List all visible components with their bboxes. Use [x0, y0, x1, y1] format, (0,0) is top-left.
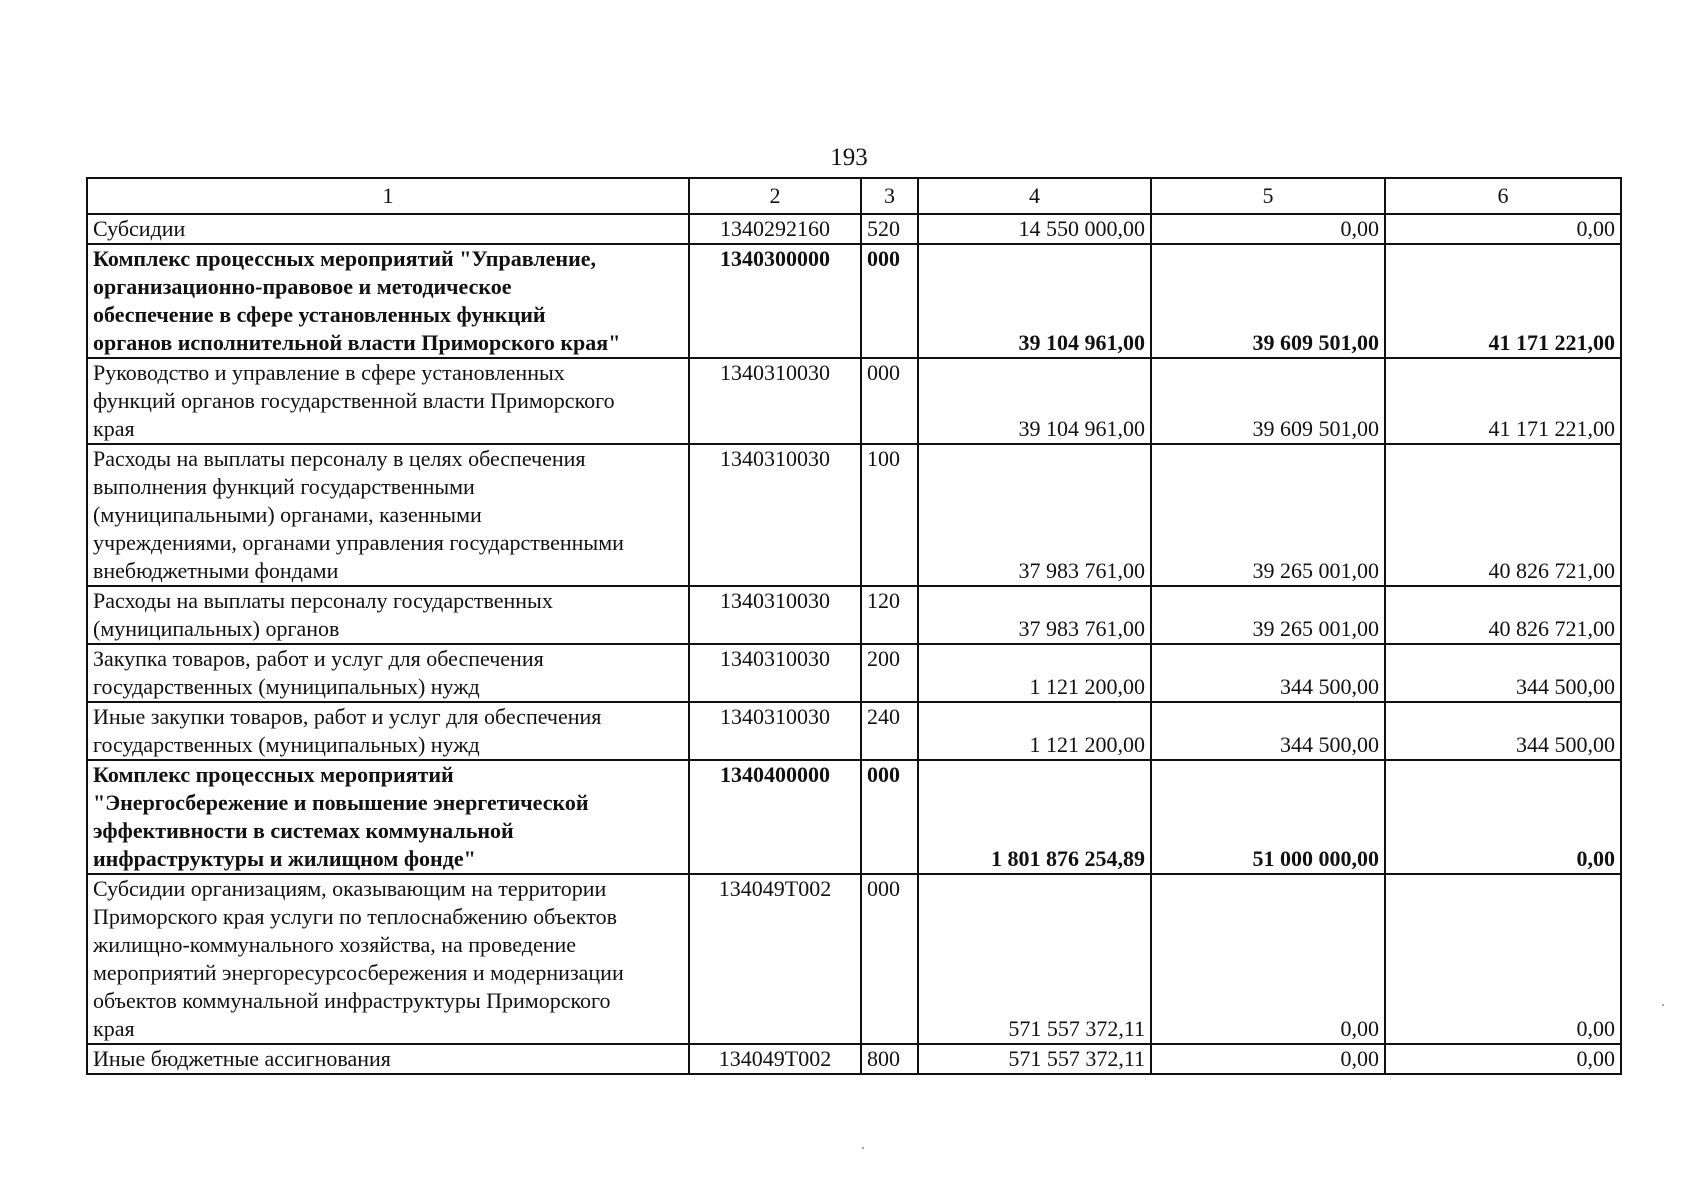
description-line: инфраструктуры и жилищном фонде" [93, 846, 476, 871]
description-line: Комплекс процессных мероприятий "Управление, [93, 246, 597, 271]
amount-col-6: 41 171 221,00 [1385, 244, 1621, 358]
description-line: внебюджетными фондами [93, 558, 339, 583]
amount-col-4: 14 550 000,00 [918, 214, 1151, 244]
amount-col-6: 0,00 [1385, 1044, 1621, 1074]
row-description [87, 644, 689, 702]
expense-type-code: 200 [861, 644, 918, 702]
column-header: 3 [861, 178, 918, 214]
amount-col-5: 0,00 [1151, 214, 1385, 244]
amount-col-4: 571 557 372,11 [918, 874, 1151, 1044]
amount-col-4: 571 557 372,11 [918, 1044, 1151, 1074]
target-article-code: 1340310030 [689, 644, 861, 702]
description-line: Иные закупки товаров, работ и услуг для обеспечения [93, 704, 602, 729]
amount-col-5: 39 265 001,00 [1151, 444, 1385, 586]
table-row [87, 444, 1621, 586]
target-article-code: 1340310030 [689, 444, 861, 586]
column-header: 2 [689, 178, 861, 214]
target-article-code: 1340310030 [689, 586, 861, 644]
table-row [87, 760, 1621, 874]
target-article-code: 1340292160 [689, 214, 861, 244]
description-line: Субсидии организациям, оказывающим на территории [93, 876, 607, 901]
amount-col-5: 51 000 000,00 [1151, 760, 1385, 874]
description-line: функций органов государственной власти Приморского [93, 388, 615, 413]
description-line: "Энергосбережение и повышение энергетической [93, 790, 589, 815]
row-description [87, 586, 689, 644]
table-row [87, 702, 1621, 760]
expense-type-code: 800 [861, 1044, 918, 1074]
amount-col-6: 344 500,00 [1385, 702, 1621, 760]
row-description [87, 1044, 689, 1074]
column-header: 4 [918, 178, 1151, 214]
amount-col-6: 0,00 [1385, 874, 1621, 1044]
description-line: жилищно-коммунального хозяйства, на проведение [93, 932, 577, 957]
description-line: мероприятий энергоресурсосбережения и модернизации [93, 960, 624, 985]
column-number-row [87, 178, 1621, 214]
amount-col-4: 37 983 761,00 [918, 444, 1151, 586]
description-line: государственных (муниципальных) нужд [93, 732, 480, 757]
scan-speck [862, 1147, 864, 1149]
table-row [87, 214, 1621, 244]
expense-type-code: 000 [861, 244, 918, 358]
row-description [87, 214, 689, 244]
description-line: Расходы на выплаты персоналу государственных [93, 588, 553, 613]
row-description [87, 874, 689, 1044]
amount-col-4: 1 801 876 254,89 [918, 760, 1151, 874]
target-article-code: 1340310030 [689, 358, 861, 444]
expense-type-code: 000 [861, 358, 918, 444]
table-row [87, 644, 1621, 702]
row-description [87, 358, 689, 444]
amount-col-5: 344 500,00 [1151, 702, 1385, 760]
column-header: 1 [87, 178, 689, 214]
description-line: государственных (муниципальных) нужд [93, 674, 480, 699]
amount-col-5: 39 609 501,00 [1151, 244, 1385, 358]
amount-col-6: 0,00 [1385, 760, 1621, 874]
description-line: эффективности в системах коммунальной [93, 818, 514, 843]
expense-type-code: 100 [861, 444, 918, 586]
description-line: Субсидии [93, 216, 186, 241]
description-line: объектов коммунальной инфраструктуры Приморского [93, 988, 611, 1013]
table-row [87, 1044, 1621, 1074]
target-article-code: 134049Т002 [689, 874, 861, 1044]
description-line: края [93, 1016, 135, 1041]
target-article-code: 134049Т002 [689, 1044, 861, 1074]
description-line: (муниципальными) органами, казенными [93, 502, 482, 527]
column-header: 5 [1151, 178, 1385, 214]
table-row [87, 358, 1621, 444]
description-line: Закупка товаров, работ и услуг для обеспечения [93, 646, 544, 671]
amount-col-5: 0,00 [1151, 1044, 1385, 1074]
description-line: Иные бюджетные ассигнования [93, 1046, 391, 1071]
row-description [87, 244, 689, 358]
expense-type-code: 120 [861, 586, 918, 644]
amount-col-5: 0,00 [1151, 874, 1385, 1044]
row-description [87, 760, 689, 874]
description-line: органов исполнительной власти Приморского края" [93, 330, 621, 355]
description-line: выполнения функций государственными [93, 474, 475, 499]
table-row [87, 874, 1621, 1044]
description-line: Комплекс процессных мероприятий [93, 762, 454, 787]
expense-type-code: 000 [861, 874, 918, 1044]
amount-col-4: 39 104 961,00 [918, 244, 1151, 358]
target-article-code: 1340300000 [689, 244, 861, 358]
description-line: организационно-правовое и методическое [93, 274, 512, 299]
amount-col-4: 1 121 200,00 [918, 644, 1151, 702]
column-header: 6 [1385, 178, 1621, 214]
description-line: края [93, 416, 135, 441]
amount-col-4: 37 983 761,00 [918, 586, 1151, 644]
budget-table [86, 177, 1622, 1075]
description-line: Руководство и управление в сфере установленных [93, 360, 565, 385]
amount-col-6: 344 500,00 [1385, 644, 1621, 702]
expense-type-code: 240 [861, 702, 918, 760]
page-number: 193 [830, 144, 868, 171]
target-article-code: 1340400000 [689, 760, 861, 874]
table-row [87, 244, 1621, 358]
amount-col-5: 39 609 501,00 [1151, 358, 1385, 444]
row-description [87, 444, 689, 586]
description-line: (муниципальных) органов [93, 616, 340, 641]
amount-col-6: 0,00 [1385, 214, 1621, 244]
amount-col-4: 1 121 200,00 [918, 702, 1151, 760]
amount-col-4: 39 104 961,00 [918, 358, 1151, 444]
amount-col-5: 39 265 001,00 [1151, 586, 1385, 644]
table-row [87, 586, 1621, 644]
scan-speck [1662, 1004, 1664, 1006]
description-line: учреждениями, органами управления государственными [93, 530, 624, 555]
description-line: Приморского края услуги по теплоснабжению объектов [93, 904, 617, 929]
amount-col-5: 344 500,00 [1151, 644, 1385, 702]
expense-type-code: 000 [861, 760, 918, 874]
amount-col-6: 40 826 721,00 [1385, 586, 1621, 644]
expense-type-code: 520 [861, 214, 918, 244]
target-article-code: 1340310030 [689, 702, 861, 760]
amount-col-6: 41 171 221,00 [1385, 358, 1621, 444]
description-line: Расходы на выплаты персоналу в целях обеспечения [93, 446, 586, 471]
row-description [87, 702, 689, 760]
amount-col-6: 40 826 721,00 [1385, 444, 1621, 586]
description-line: обеспечение в сфере установленных функций [93, 302, 546, 327]
